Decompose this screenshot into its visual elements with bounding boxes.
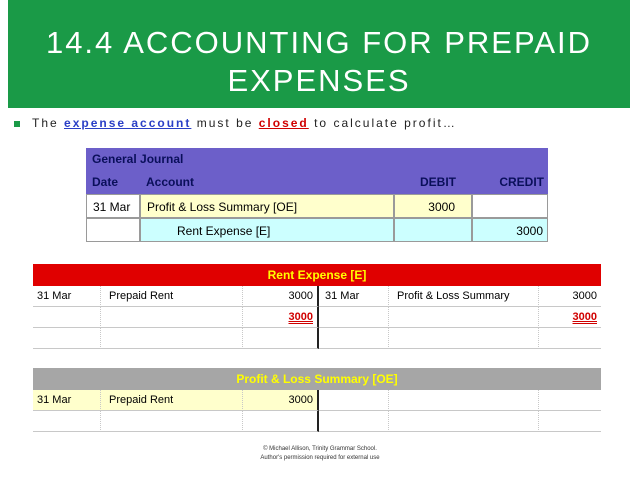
pl-summary-title: Profit & Loss Summary [OE] [33, 368, 601, 390]
title-line-1: 14.4 ACCOUNTING FOR PREPAID [45, 25, 593, 60]
rent-expense-ledger [33, 264, 601, 349]
debit-amount: 3000 [243, 390, 319, 411]
debit-total: 3000 [243, 307, 319, 328]
journal-row [86, 194, 548, 218]
credit-account [389, 390, 539, 411]
debit-date: 31 Mar [33, 286, 101, 307]
copyright-footnote [220, 445, 420, 463]
debit-amount [243, 328, 319, 349]
debit-amount: 3000 [243, 286, 319, 307]
header-credit: CREDIT [499, 175, 544, 189]
bullet-prefix: The [32, 116, 65, 130]
journal-header-row [86, 170, 548, 194]
credit-date: 31 Mar [319, 286, 389, 307]
journal-cell-date: 31 Mar [86, 194, 140, 218]
debit-date: 31 Mar [33, 390, 101, 411]
credit-amount: 3000 [539, 286, 601, 307]
header-account: Account [146, 175, 194, 189]
credit-total: 3000 [539, 307, 601, 328]
debit-account: Prepaid Rent [101, 286, 243, 307]
credit-date [319, 411, 389, 432]
journal-cell-credit: 3000 [472, 218, 548, 242]
footnote-line-1: © Michael Allison, Trinity Grammar School. [263, 446, 377, 452]
keyword-expense-account[interactable]: expense account [64, 116, 192, 130]
journal-cell-account: Profit & Loss Summary [OE] [140, 194, 394, 218]
credit-amount [539, 390, 601, 411]
bullet-mid: must be [191, 116, 259, 130]
title-banner [8, 0, 630, 108]
header-debit: DEBIT [420, 175, 456, 189]
footnote-line-2: Author's permission required for external use [260, 455, 380, 461]
credit-amount [539, 328, 601, 349]
journal-cell-account: Rent Expense [E] [140, 218, 394, 242]
debit-date [33, 411, 101, 432]
debit-amount [243, 411, 319, 432]
debit-date [33, 328, 101, 349]
ledger-row [33, 307, 601, 328]
credit-account: Profit & Loss Summary [389, 286, 539, 307]
ledger-row [33, 328, 601, 349]
ledger-row [33, 286, 601, 307]
debit-account [101, 328, 243, 349]
credit-date [319, 390, 389, 411]
debit-account [101, 307, 243, 328]
credit-date [319, 328, 389, 349]
journal-row [86, 218, 548, 242]
credit-amount [539, 411, 601, 432]
bullet-point [14, 116, 634, 136]
journal-cell-credit [472, 194, 548, 218]
credit-account [389, 328, 539, 349]
journal-cell-debit [394, 218, 472, 242]
bullet-suffix: to calculate profit… [308, 116, 457, 130]
credit-date [319, 307, 389, 328]
journal-cell-debit: 3000 [394, 194, 472, 218]
credit-account [389, 411, 539, 432]
bullet-square-icon [14, 121, 20, 127]
journal-cell-date [86, 218, 140, 242]
ledger-row [33, 390, 601, 411]
debit-account: Prepaid Rent [101, 390, 243, 411]
page-title [8, 24, 630, 100]
credit-account [389, 307, 539, 328]
title-line-2: EXPENSES [227, 63, 411, 98]
rent-expense-title: Rent Expense [E] [33, 264, 601, 286]
profit-loss-summary-ledger [33, 368, 601, 432]
header-date: Date [92, 175, 119, 189]
ledger-row [33, 411, 601, 432]
journal-title: General Journal [86, 148, 548, 170]
keyword-closed[interactable]: closed [258, 116, 309, 130]
debit-date [33, 307, 101, 328]
general-journal-table [86, 148, 548, 242]
debit-account [101, 411, 243, 432]
